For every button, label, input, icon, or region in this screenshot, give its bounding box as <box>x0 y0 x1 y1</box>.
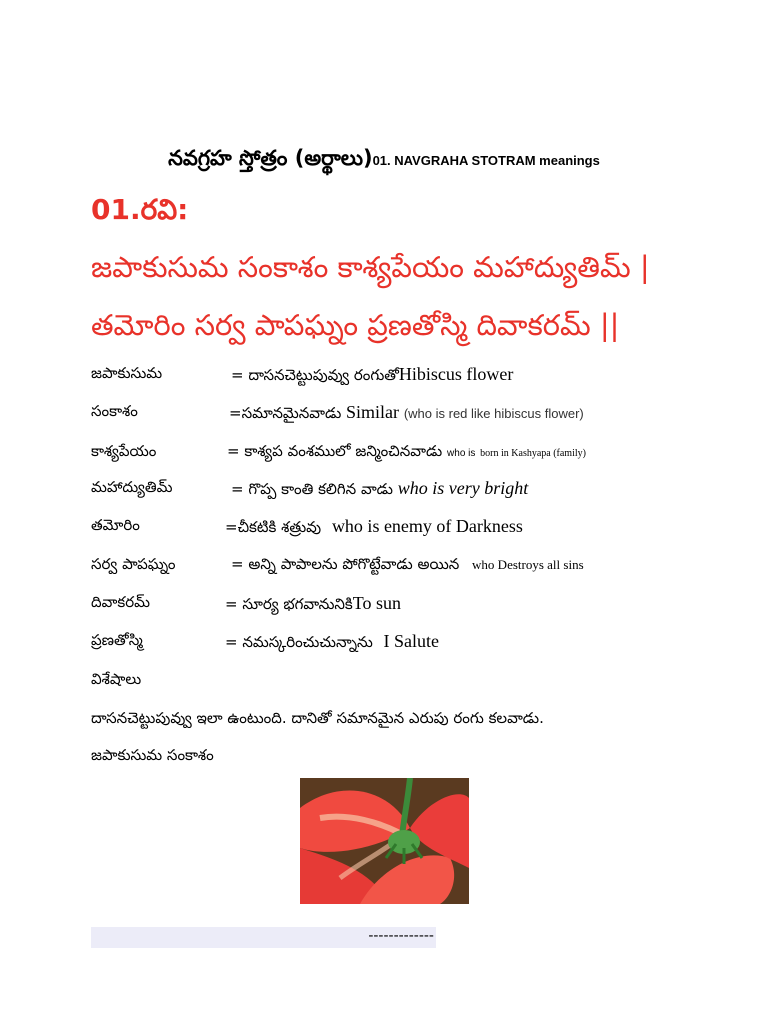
meaning-text <box>229 402 584 426</box>
shloka-line-2: తమోరిం సర్వ పాపఘ్నం ప్రణతోస్మి దివాకరమ్ || <box>91 308 620 342</box>
meaning-english: who is enemy of Darkness <box>331 516 523 536</box>
meaning-term: ప్రణతోస్మి <box>91 631 143 649</box>
meaning-telugu: = దాసనచెట్టుపువ్వు రంగుతో <box>231 366 399 384</box>
meaning-term: సర్వ పాపఘ్నం <box>91 555 176 573</box>
meaning-text <box>225 593 401 617</box>
meaning-term: మహాద్యుతిమ్ <box>91 478 173 496</box>
notes-heading: విశేషాలు <box>91 670 142 688</box>
meaning-telugu: = నమస్కరించుచున్నాను <box>225 633 373 651</box>
meaning-english: I Salute <box>383 631 440 651</box>
shloka-line-1: జపాకుసుమ సంకాశం కాశ్యపేయం మహాద్యుతిమ్ | <box>91 250 650 284</box>
meaning-english: who is very bright <box>397 478 529 498</box>
meaning-telugu: =చీకటికి శత్రువు <box>225 518 322 536</box>
notes-line-1: దాసనచెట్టుపువ్వు ఇలా ఉంటుంది. దానితో సమానమైన ఎరుపు రంగు కలవాడు. <box>91 709 544 727</box>
title-telugu: నవగ్రహ స్తోత్రం (అర్థాలు) <box>168 146 373 170</box>
notes-line-2: జపాకుసుమ సంకాశం <box>91 746 214 764</box>
meaning-english: Hibiscus flower <box>398 364 514 384</box>
meaning-term: కాశ్యపేయం <box>91 442 157 460</box>
footer-bar <box>91 927 436 948</box>
meaning-text <box>225 631 439 655</box>
section-heading: 01.రవి: <box>91 193 189 226</box>
page-title <box>0 146 768 176</box>
meaning-text <box>225 516 523 540</box>
meaning-text <box>231 478 528 502</box>
meaning-term: దివాకరమ్ <box>91 593 151 611</box>
meaning-telugu: = గొప్ప కాంతి కలిగిన వాడు <box>231 480 393 498</box>
meaning-english: who is <box>447 448 476 459</box>
meaning-english: To sun <box>352 593 402 613</box>
title-english: 01. NAVGRAHA STOTRAM meanings <box>372 153 600 168</box>
meaning-text <box>227 442 586 464</box>
hibiscus-flower-icon <box>300 778 469 904</box>
meaning-telugu: = సూర్య భగవానునికి <box>225 595 353 613</box>
meaning-term: సంకాశం <box>91 402 138 420</box>
meaning-telugu: =సమానమైనవాడు <box>229 404 342 422</box>
meaning-telugu: = అన్ని పాపాలను పోగొట్టేవాడు అయిన <box>231 555 460 573</box>
footer-dashes: ------------- <box>368 928 434 944</box>
meaning-english: Similar <box>346 402 400 422</box>
meaning-english: who Destroys all sins <box>472 557 584 572</box>
meaning-telugu: = కాశ్యప వంశములో జన్మించినవాడు <box>227 442 443 460</box>
meaning-text <box>231 364 513 388</box>
meaning-text <box>231 555 584 577</box>
meaning-term: జపాకుసుమ <box>91 364 163 382</box>
meaning-english-note: (who is red like hibiscus flower) <box>403 406 584 421</box>
hibiscus-flower-photo <box>300 778 469 904</box>
meaning-term: తమోరిం <box>91 516 140 534</box>
meaning-english-note: born in Kashyapa (family) <box>480 448 586 459</box>
